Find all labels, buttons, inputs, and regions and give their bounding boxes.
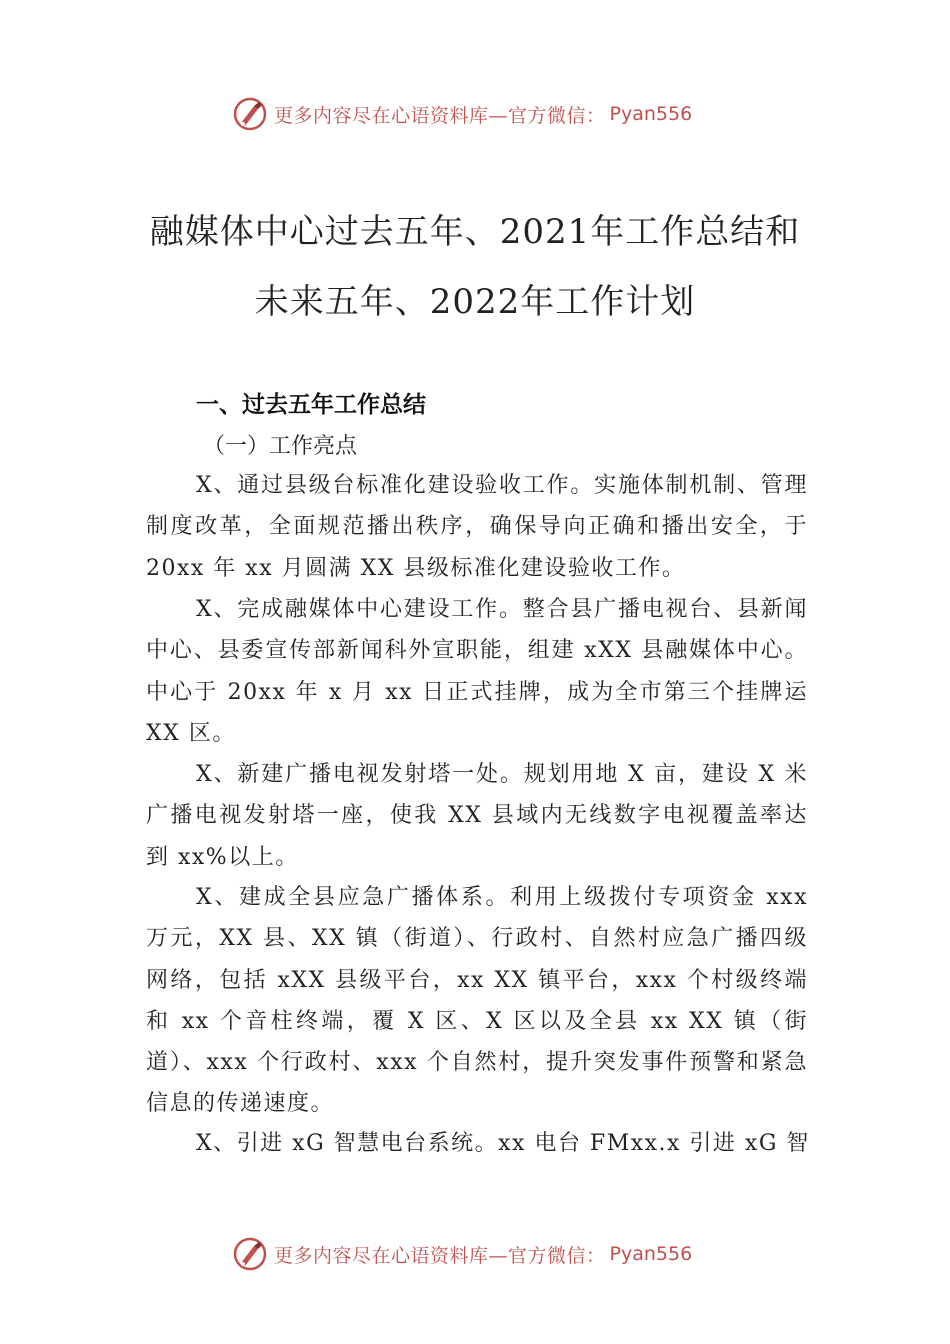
wechat-id: Pyan556 (609, 1243, 693, 1265)
paragraph: X、引进 xG 智慧电台系统。xx 电台 FMxx.x 引进 xG 智 (196, 1131, 810, 1156)
document-title-line2: 未来五年、2022年工作计划 (254, 282, 696, 322)
paragraph: X、通过县级台标准化建设验收工作。实施体制机制、管理制度改革，全面规范播出秩序，确保导向正确和播出安全，于 20xx 年 xx 月圆满 XX 县级标准化建设验收工作。 (146, 473, 808, 581)
header-banner (232, 96, 752, 132)
paragraph: X、建成全县应急广播体系。利用上级拨付专项资金 xxx 万元，XX 县、XX 镇（街道）、行政村、自然村应急广播四级网络，包括 xXX 县级平台，xx XX 镇平台，xxx 个村级终端和 xx 个音柱终端，覆 X 区、X 区以及全县 xx XX 镇（街道）、xxx 个行政村、xxx 个自然村，提升突发事件预警和紧急信息的传递速度。 (146, 885, 808, 1117)
paragraph: X、完成融媒体中心建设工作。整合县广播电视台、县新闻中心、县委宣传部新闻科外宣职能，组建 xXX 县融媒体中心。中心于 20xx 年 x 月 xx 日正式挂牌，成为全市第三个挂牌运 XX 区。 (146, 597, 808, 746)
wechat-id: Pyan556 (609, 103, 693, 125)
document-title-line1: 融媒体中心过去五年、2021年工作总结和 (149, 212, 801, 252)
footer-banner (232, 1236, 752, 1272)
pen-logo-icon (232, 1236, 268, 1272)
subsection-heading: （一）工作亮点 (203, 434, 358, 459)
paragraph: X、新建广播电视发射塔一处。规划用地 X 亩，建设 X 米广播电视发射塔一座，使我 XX 县域内无线数字电视覆盖率达到 xx%以上。 (146, 762, 808, 870)
banner-text: 更多内容尽在心语资料库—官方微信： (274, 1244, 606, 1267)
section-heading: 一、过去五年工作总结 (196, 392, 426, 418)
banner-text: 更多内容尽在心语资料库—官方微信： (274, 104, 606, 127)
pen-logo-icon (232, 96, 268, 132)
